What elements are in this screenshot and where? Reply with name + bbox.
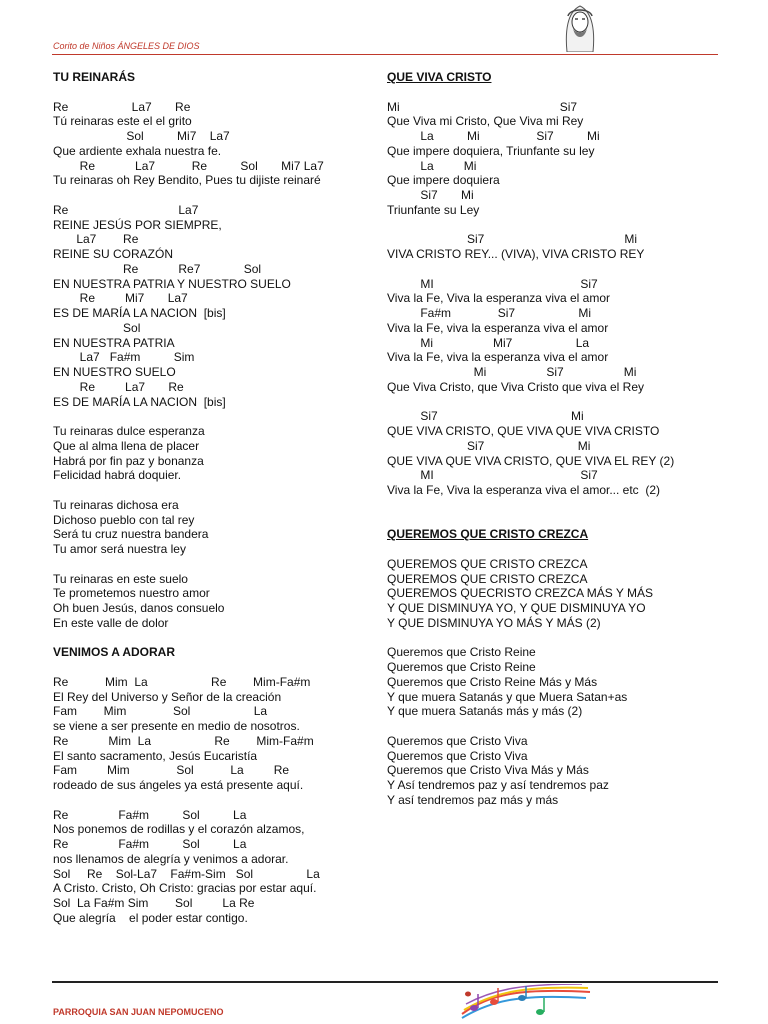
chord-line: Re Fa#m Sol La (53, 837, 247, 851)
chord-line: Mi Si7 (387, 99, 578, 114)
chord-line: MI Si7 (387, 468, 598, 483)
blank-line (53, 483, 324, 498)
lyric-line: QUE VIVA CRISTO, QUE VIVA QUE VIVA CRISTO (387, 424, 660, 438)
lyric-line: Y así tendremos paz más y más (387, 792, 559, 807)
chord-line: La7 Fa#m Sim (53, 350, 195, 365)
blank-line (387, 542, 674, 557)
song-title: QUEREMOS QUE CRISTO CREZCA (387, 527, 589, 542)
chord-line: Re Fa#m Sol La (53, 807, 247, 822)
lyric-line: Tu reinaras dulce esperanza (53, 424, 205, 438)
blank-line (387, 262, 674, 277)
lyric-line: Y QUE DISMINUYA YO MÁS Y MÁS (2) (387, 615, 601, 630)
lyric-line: Que impere doquiera, Triunfante su ley (387, 143, 595, 158)
chord-line: Sol La Fa#m Sim Sol La Re (53, 896, 255, 910)
chord-line: Fam Mim Sol La Re (53, 763, 290, 778)
chord-line: Sol Mi7 La7 (53, 129, 230, 143)
lyric-line: Habrá por fin paz y bonanza (53, 453, 204, 468)
blank-line (53, 631, 324, 646)
lyric-line: QUE VIVA QUE VIVA CRISTO, QUE VIVA EL REY (2) (387, 453, 675, 468)
lyric-line: Que ardiente exhala nuestra fe. (53, 143, 222, 158)
lyric-line: Felicidad habrá doquier. (53, 468, 182, 483)
lyric-line: Queremos que Cristo Reine (387, 660, 536, 674)
blank-line (387, 395, 674, 410)
lyric-line: rodeado de sus ángeles ya está presente aquí. (53, 778, 304, 792)
lyric-line: Queremos que Cristo Reine Más y Más (387, 674, 598, 689)
lyric-line: QUEREMOS QUECRISTO CREZCA MÁS Y MÁS (387, 586, 654, 601)
lyric-line: nos llenamos de alegría y venimos a adorar. (53, 851, 289, 866)
blank-line (53, 793, 324, 808)
lyric-line: QUEREMOS QUE CRISTO CREZCA (387, 571, 588, 586)
blank-line (53, 557, 324, 572)
lyric-line: Viva la Fe, Viva la esperanza viva el amor... etc (2) (387, 483, 661, 497)
lyric-line: EN NUESTRA PATRIA (53, 335, 175, 350)
lyric-line: El santo sacramento, Jesús Eucaristía (53, 748, 258, 763)
blank-line (387, 513, 674, 528)
header-divider (52, 54, 718, 55)
song-title: TU REINARÁS (53, 70, 136, 84)
footer-divider (52, 981, 718, 983)
lyric-line: Que alegría el poder estar contigo. (53, 910, 248, 925)
lyric-line: Triunfante su Ley (387, 202, 480, 217)
chord-line: Si7 Mi (387, 188, 474, 202)
chord-line: La7 Re (53, 232, 139, 247)
lyric-line: Y que muera Satanás y que Muera Satan+as (387, 689, 628, 704)
blank-line (387, 218, 674, 233)
chord-line: Mi Mi7 La (387, 335, 590, 350)
chord-line: Re Mim La Re Mim-Fa#m (53, 733, 314, 748)
lyric-line: Tú reinaras este el el grito (53, 114, 192, 129)
lyric-line: Dichoso pueblo con tal rey (53, 512, 195, 527)
lyric-line: Que impere doquiera (387, 173, 500, 188)
lyric-line: A Cristo. Cristo, Oh Cristo: gracias por estar aquí. (53, 881, 317, 896)
chord-line: Fam Mim Sol La (53, 704, 268, 719)
lyric-line: QUEREMOS QUE CRISTO CREZCA (387, 556, 588, 571)
lyric-line: El Rey del Universo y Señor de la creación (53, 689, 282, 704)
chord-line: Mi Si7 Mi (387, 365, 637, 379)
lyric-line: Y Así tendremos paz y así tendremos paz (387, 778, 609, 792)
lyric-line: Tu reinaras en este suelo (53, 571, 188, 586)
chord-line: Re La7 Re (53, 379, 184, 394)
footer-parish-name: PARROQUIA SAN JUAN NEPOMUCENO (53, 1007, 224, 1017)
song-title: QUE VIVA CRISTO (387, 70, 492, 84)
lyric-line: En este valle de dolor (53, 615, 169, 630)
chord-line: Fa#m Si7 Mi (387, 306, 592, 320)
lyric-line: Viva la Fe, Viva la esperanza viva el amor (387, 291, 611, 306)
chord-line: Re Re7 Sol (53, 261, 262, 276)
lyric-line: ES DE MARÍA LA NACION [bis] (53, 306, 226, 320)
jesus-portrait-icon (561, 2, 599, 52)
blank-line (53, 660, 324, 675)
lyric-line: Tu reinaras dichosa era (53, 497, 179, 512)
lyric-line: Nos ponemos de rodillas y el corazón alzamos, (53, 822, 305, 837)
chord-line: Si7 Mi (387, 409, 584, 424)
right-column (387, 70, 674, 808)
blank-line (387, 85, 674, 100)
lyric-line: Y que muera Satanás más y más (2) (387, 704, 583, 719)
lyric-line: Queremos que Cristo Viva (387, 733, 528, 748)
left-column (53, 70, 324, 926)
lyric-line: Queremos que Cristo Reine (387, 645, 536, 660)
chord-line: Re La7 (53, 202, 199, 217)
lyric-line: REINE SU CORAZÓN (53, 247, 174, 261)
blank-line (53, 85, 324, 100)
lyric-line: REINE JESÚS POR SIEMPRE, (53, 217, 222, 232)
song-title: VENIMOS A ADORAR (53, 645, 176, 660)
chord-line: Re La7 Re Sol Mi7 La7 (53, 158, 324, 173)
lyric-line: Será tu cruz nuestra bandera (53, 527, 209, 542)
lyric-line: Viva la Fe, viva la esperanza viva el amor (387, 320, 609, 335)
blank-line (387, 498, 674, 513)
lyric-line: Que Viva mi Cristo, Que Viva mi Rey (387, 114, 584, 129)
chord-line: La Mi (387, 158, 477, 173)
chord-line: Re Mi7 La7 (53, 291, 188, 306)
blank-line (53, 409, 324, 424)
chord-line: Si7 Mi (387, 232, 638, 247)
blank-line (53, 188, 324, 203)
chord-line: Sol Re Sol-La7 Fa#m-Sim Sol La (53, 866, 320, 881)
lyric-line: Tu reinaras oh Rey Bendito, Pues tu dijiste reinaré (53, 173, 321, 188)
chord-line: Re La7 Re (53, 99, 191, 114)
lyric-line: Queremos que Cristo Viva Más y Más (387, 763, 589, 778)
chord-line: La Mi Si7 Mi (387, 129, 600, 143)
lyric-line: se viene a ser presente en medio de nosotros. (53, 719, 300, 733)
chord-line: Sol (53, 320, 141, 335)
lyric-line: ES DE MARÍA LA NACION [bis] (53, 394, 226, 409)
blank-line (387, 631, 674, 646)
lyric-line: Te prometemos nuestro amor (53, 586, 210, 601)
lyric-line: EN NUESTRA PATRIA Y NUESTRO SUELO (53, 276, 291, 291)
chord-line: MI Si7 (387, 276, 598, 291)
lyric-line: Oh buen Jesús, danos consuelo (53, 601, 225, 615)
chord-line: Re Mim La Re Mim-Fa#m (53, 674, 311, 689)
lyric-line: Tu amor será nuestra ley (53, 542, 186, 556)
lyric-line: VIVA CRISTO REY... (VIVA), VIVA CRISTO REY (387, 247, 645, 261)
lyric-line: Queremos que Cristo Viva (387, 748, 528, 763)
blank-line (387, 719, 674, 734)
lyric-line: Que al alma llena de placer (53, 438, 200, 453)
lyric-line: EN NUESTRO SUELO (53, 365, 176, 379)
lyric-line: Y QUE DISMINUYA YO, Y QUE DISMINUYA YO (387, 601, 646, 615)
lyric-line: Que Viva Cristo, que Viva Cristo que viva el Rey (387, 379, 645, 394)
header-title: Corito de Niños ÁNGELES DE DIOS (53, 41, 200, 51)
lyric-line: Viva la Fe, viva la esperanza viva el amor (387, 350, 609, 365)
music-notes-icon (460, 984, 592, 1020)
chord-line: Si7 Mi (387, 438, 591, 453)
